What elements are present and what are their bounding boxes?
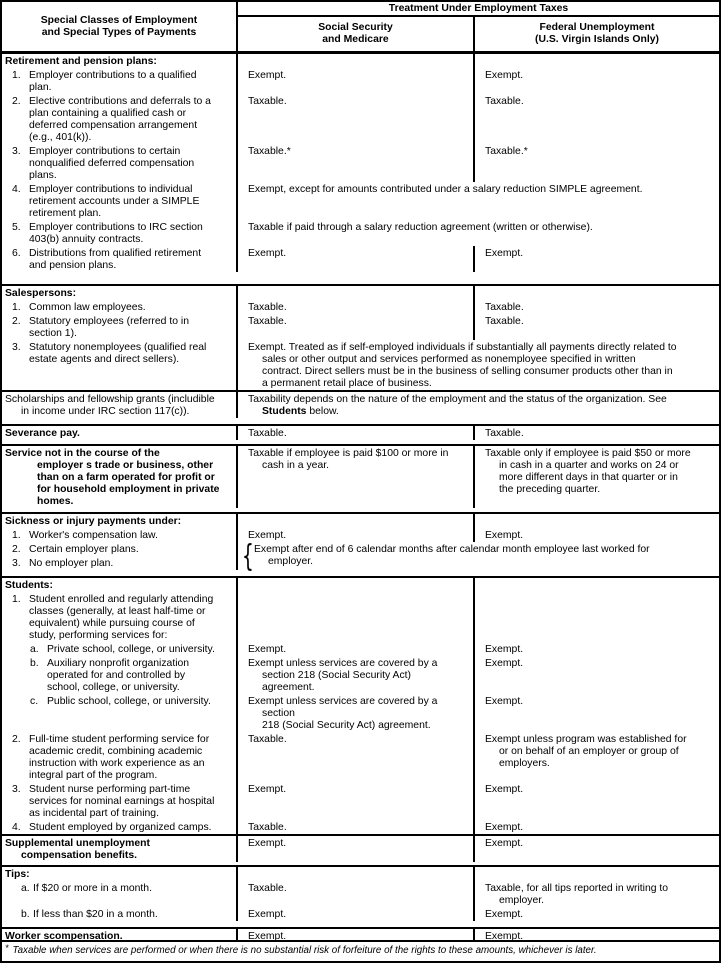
row-label-cell bbox=[2, 144, 238, 182]
item-text: Student enrolled and regularly attending classes (generally, at least half-time or equivalent) while pursuing course of study, performing services for: bbox=[29, 594, 214, 641]
treatment-text: Taxable.* bbox=[485, 146, 528, 157]
cell-federal-unemployment bbox=[475, 144, 719, 182]
item-marker: 5. bbox=[12, 222, 21, 233]
list-item bbox=[5, 302, 231, 314]
item-text: If less than $20 in a month. bbox=[33, 909, 158, 920]
row-label-cell bbox=[2, 246, 238, 272]
treatment-text: Exempt. bbox=[248, 931, 287, 940]
item-text: Certain employer plans. bbox=[29, 544, 139, 555]
list-item bbox=[5, 248, 231, 272]
item-text: No employer plan. bbox=[29, 558, 114, 569]
list-item bbox=[5, 734, 231, 782]
item-marker: 4. bbox=[12, 184, 21, 195]
treatment-text: Exempt unless services are covered by a section 218 (Social Security Act) agreement. bbox=[248, 658, 438, 693]
cell-social-security-medicare bbox=[238, 820, 475, 834]
treatment-text: Exempt. bbox=[485, 658, 524, 669]
cell-social-security-medicare bbox=[238, 656, 475, 694]
table-rows bbox=[2, 51, 719, 940]
footnote bbox=[2, 940, 719, 961]
list-item bbox=[5, 316, 231, 340]
item-text: Statutory nonemployees (qualified real estate agents and direct sellers). bbox=[29, 342, 207, 365]
cell-social-security-medicare bbox=[238, 300, 475, 314]
cell-social-security-medicare bbox=[238, 514, 475, 528]
cell-federal-unemployment bbox=[475, 68, 719, 94]
section-students bbox=[2, 576, 719, 834]
treatment-text: Taxable, for all tips reported in writing to employer. bbox=[485, 883, 669, 906]
treatment-text: Taxable. bbox=[248, 428, 287, 439]
table-row bbox=[2, 514, 719, 528]
cell-social-security-medicare bbox=[238, 246, 475, 272]
cell-social-security-medicare bbox=[238, 642, 475, 656]
treatment-text: Taxable. bbox=[248, 316, 287, 327]
table-body-region bbox=[2, 2, 719, 940]
table-row bbox=[2, 528, 719, 542]
treatment-text: Exempt. bbox=[485, 931, 524, 940]
item-text: Employer contributions to IRC section 403(b) annuity contracts. bbox=[29, 222, 203, 245]
item-marker: 3. bbox=[12, 784, 21, 795]
item-marker: 1. bbox=[12, 302, 21, 313]
row-label-cell bbox=[2, 514, 238, 528]
cell-social-security-medicare bbox=[238, 694, 475, 732]
table-row bbox=[2, 286, 719, 300]
cell-federal-unemployment bbox=[475, 929, 719, 940]
cell-social-security-medicare bbox=[238, 426, 475, 440]
table-row bbox=[2, 314, 719, 340]
cell-federal-unemployment bbox=[475, 528, 719, 542]
row-label-cell bbox=[2, 782, 238, 820]
list-item bbox=[5, 784, 231, 820]
treatment-text: Exempt, except for amounts contributed under a salary reduction SIMPLE agreement. bbox=[248, 184, 643, 195]
treatment-text-part: Taxability depends on the nature of the employment and the status of the organization. See bbox=[248, 394, 667, 405]
header-social-security-medicare: Social Security and Medicare bbox=[238, 17, 475, 51]
row-label-cell bbox=[2, 929, 238, 940]
item-text: Employer contributions to certain nonqualified deferred compensation plans. bbox=[29, 146, 195, 181]
item-marker: 1. bbox=[12, 70, 21, 81]
item-text: If $20 or more in a month. bbox=[33, 883, 152, 894]
section-heading: Service not in the course of the employer s trade or business, other than on a farm operated for profit or for household employment in private homes. bbox=[5, 448, 220, 507]
section-heading: Tips: bbox=[5, 869, 30, 880]
cell-federal-unemployment bbox=[475, 836, 719, 862]
section-heading: Salespersons: bbox=[5, 288, 77, 299]
treatment-text: Exempt. bbox=[485, 696, 524, 707]
cell-federal-unemployment bbox=[475, 732, 719, 782]
section-heading: Sickness or injury payments under: bbox=[5, 516, 182, 527]
item-marker: 3. bbox=[12, 558, 21, 569]
treatment-text: Taxable. bbox=[248, 302, 287, 313]
section-scholarships bbox=[2, 390, 719, 424]
table-header bbox=[2, 2, 719, 51]
treatment-text: Exempt. bbox=[485, 838, 524, 849]
item-text: Common law employees. bbox=[29, 302, 146, 313]
table-row bbox=[2, 340, 719, 390]
table-row bbox=[2, 578, 719, 592]
item-text: Student employed by organized camps. bbox=[29, 822, 212, 833]
cell-spanning-treatment bbox=[238, 539, 719, 574]
row-label-cell bbox=[2, 694, 238, 732]
item-marker: 2. bbox=[12, 544, 21, 555]
item-marker: a. bbox=[21, 883, 30, 894]
row-label-cell bbox=[2, 426, 238, 440]
item-marker: b. bbox=[30, 658, 39, 669]
item-marker: a. bbox=[30, 644, 39, 655]
cell-federal-unemployment bbox=[475, 300, 719, 314]
treatment-text: Exempt. bbox=[485, 644, 524, 655]
item-text: Auxiliary nonprofit organization operated for and controlled by school, college, or university. bbox=[47, 658, 190, 693]
row-label-cell bbox=[2, 340, 238, 390]
item-marker: 6. bbox=[12, 248, 21, 259]
cell-federal-unemployment bbox=[475, 514, 719, 528]
cell-federal-unemployment bbox=[475, 446, 719, 508]
section-salespersons bbox=[2, 284, 719, 390]
cell-social-security-medicare bbox=[238, 836, 475, 862]
item-marker: b. bbox=[21, 909, 30, 920]
item-text: Employer contributions to individual retirement accounts under a SIMPLE retirement plan. bbox=[29, 184, 200, 219]
row-label-cell bbox=[2, 656, 238, 694]
item-marker: 4. bbox=[12, 822, 21, 833]
row-label: Scholarships and fellowship grants (includible in income under IRC section 117(c)). bbox=[5, 394, 215, 417]
cell-federal-unemployment bbox=[475, 426, 719, 440]
list-item bbox=[5, 70, 231, 94]
cell-federal-unemployment bbox=[475, 820, 719, 834]
table-row bbox=[2, 656, 719, 694]
header-treatment-title: Treatment Under Employment Taxes bbox=[238, 2, 719, 17]
cell-federal-unemployment bbox=[475, 782, 719, 820]
table-row bbox=[2, 539, 719, 574]
treatment-text: Exempt after end of 6 calendar months after calendar month employee last worked for employer. bbox=[254, 544, 650, 567]
table-row bbox=[2, 392, 719, 418]
treatment-text: Taxable if paid through a salary reduction agreement (written or otherwise). bbox=[248, 222, 593, 233]
list-item bbox=[5, 96, 231, 144]
treatment-text: Taxable. bbox=[248, 734, 287, 745]
item-text: Worker's compensation law. bbox=[29, 530, 158, 541]
cell-social-security-medicare bbox=[238, 68, 475, 94]
section-heading: Severance pay. bbox=[5, 428, 80, 439]
cell-social-security-medicare bbox=[238, 286, 475, 300]
table-row bbox=[2, 907, 719, 921]
cell-social-security-medicare bbox=[238, 907, 475, 921]
row-label-cell bbox=[2, 732, 238, 782]
table-row bbox=[2, 446, 719, 508]
treatment-text: Taxable.* bbox=[248, 146, 291, 157]
list-item bbox=[5, 644, 231, 656]
cell-federal-unemployment bbox=[475, 286, 719, 300]
table-row bbox=[2, 592, 719, 642]
treatment-text: Exempt. bbox=[485, 784, 524, 795]
item-marker: 3. bbox=[12, 342, 21, 353]
section-heading: Worker scompensation. bbox=[5, 931, 123, 940]
cell-social-security-medicare bbox=[238, 867, 475, 881]
brace-icon: { bbox=[242, 539, 254, 574]
treatment-text: Taxable. bbox=[485, 302, 524, 313]
row-label-cell bbox=[2, 314, 238, 340]
row-label-cell bbox=[2, 836, 238, 862]
row-label-cell bbox=[2, 286, 238, 300]
row-label-cell bbox=[2, 592, 238, 642]
table-row bbox=[2, 782, 719, 820]
cell-spanning-treatment bbox=[238, 220, 719, 246]
list-item bbox=[5, 696, 231, 708]
cell-social-security-medicare bbox=[238, 592, 475, 642]
cell-social-security-medicare bbox=[238, 314, 475, 340]
list-item bbox=[5, 658, 231, 694]
row-label-cell bbox=[2, 867, 238, 881]
cell-federal-unemployment bbox=[475, 246, 719, 272]
item-marker: 2. bbox=[12, 734, 21, 745]
section-tips bbox=[2, 865, 719, 927]
treatment-text: Exempt. bbox=[248, 248, 287, 259]
row-label-cell bbox=[2, 94, 238, 144]
table-row bbox=[2, 426, 719, 440]
table-row bbox=[2, 732, 719, 782]
cell-federal-unemployment bbox=[475, 694, 719, 732]
item-text: Private school, college, or university. bbox=[47, 644, 215, 655]
item-marker: 3. bbox=[12, 146, 21, 157]
treatment-text bbox=[248, 394, 714, 418]
row-label-cell bbox=[2, 542, 238, 570]
cell-federal-unemployment bbox=[475, 54, 719, 68]
table-row bbox=[2, 144, 719, 182]
treatment-text: Exempt unless services are covered by a section 218 (Social Security Act) agreement. bbox=[248, 696, 438, 731]
treatment-text: Exempt. bbox=[485, 70, 524, 81]
item-text: Distributions from qualified retirement and pension plans. bbox=[29, 248, 202, 271]
section-heading: Retirement and pension plans: bbox=[5, 56, 157, 67]
row-label-cell bbox=[2, 820, 238, 834]
table-row bbox=[2, 54, 719, 68]
table-row bbox=[2, 694, 719, 732]
cell-federal-unemployment bbox=[475, 656, 719, 694]
section-heading: Supplemental unemployment compensation benefits. bbox=[5, 838, 150, 861]
table-row bbox=[2, 929, 719, 940]
list-item bbox=[5, 883, 231, 895]
section-severance bbox=[2, 424, 719, 444]
treatment-text: Exempt. bbox=[248, 909, 287, 920]
cell-federal-unemployment bbox=[475, 592, 719, 642]
cell-federal-unemployment bbox=[475, 881, 719, 907]
treatment-text: Taxable. bbox=[485, 96, 524, 107]
list-item bbox=[5, 146, 231, 182]
section-retirement bbox=[2, 51, 719, 284]
row-label-cell bbox=[2, 54, 238, 68]
cell-social-security-medicare bbox=[238, 782, 475, 820]
treatment-text: Exempt. bbox=[248, 784, 287, 795]
item-text: Elective contributions and deferrals to a plan containing a qualified cash or deferred compensation arrangement (e.g., 401(k)). bbox=[29, 96, 211, 143]
treatment-text: Exempt. bbox=[248, 644, 287, 655]
row-label-cell bbox=[2, 300, 238, 314]
list-item bbox=[5, 530, 231, 542]
table-row bbox=[2, 94, 719, 144]
table-row bbox=[2, 68, 719, 94]
row-label-cell bbox=[2, 392, 238, 418]
section-heading: Students: bbox=[5, 580, 53, 591]
cell-social-security-medicare bbox=[238, 929, 475, 940]
list-item bbox=[5, 594, 231, 642]
section-sickness bbox=[2, 512, 719, 576]
cell-spanning-treatment bbox=[238, 182, 719, 220]
row-label-cell bbox=[2, 881, 238, 907]
cell-federal-unemployment bbox=[475, 907, 719, 921]
list-item bbox=[5, 222, 231, 246]
item-text: Statutory employees (referred to in section 1). bbox=[29, 316, 189, 339]
item-marker: c. bbox=[30, 696, 39, 707]
cell-spanning-treatment bbox=[238, 340, 719, 390]
table-row bbox=[2, 836, 719, 862]
table-row bbox=[2, 220, 719, 246]
treatment-text: Exempt unless program was established for or on behalf of an employer or group of employers. bbox=[485, 734, 687, 769]
treatment-text: Exempt. bbox=[248, 530, 287, 541]
row-label-cell bbox=[2, 907, 238, 921]
cell-social-security-medicare bbox=[238, 732, 475, 782]
treatment-text: Taxable. bbox=[485, 316, 524, 327]
row-label-cell bbox=[2, 578, 238, 592]
cell-social-security-medicare bbox=[238, 54, 475, 68]
treatment-text: Exempt. bbox=[248, 70, 287, 81]
table-row bbox=[2, 881, 719, 907]
treatment-text: Taxable. bbox=[485, 428, 524, 439]
item-marker: 2. bbox=[12, 316, 21, 327]
item-text: Student nurse performing part-time services for nominal earnings at hospital as incidental part of training. bbox=[29, 784, 215, 819]
row-label-cell bbox=[2, 528, 238, 542]
table-row bbox=[2, 867, 719, 881]
row-label-cell bbox=[2, 220, 238, 246]
treatment-text: Exempt. Treated as if self-employed individuals if substantially all payments directly related to sales or other output and services performed as nonemployee specified in written contract. Direct sellers must be in the business of selling consumer products other than in a permanent retail place of business. bbox=[248, 342, 677, 389]
item-text: Full-time student performing service for academic credit, combining academic instruction with work experience as an integral part of the program. bbox=[29, 734, 210, 781]
treatment-text-bold: Students bbox=[262, 406, 307, 417]
header-special-classes: Special Classes of Employment and Special Types of Payments bbox=[2, 2, 238, 51]
treatment-text: Exempt. bbox=[485, 530, 524, 541]
cell-federal-unemployment bbox=[475, 94, 719, 144]
treatment-text: Exempt. bbox=[485, 909, 524, 920]
cell-social-security-medicare bbox=[238, 94, 475, 144]
footnote-asterisk-icon: * bbox=[5, 943, 9, 953]
cell-social-security-medicare bbox=[238, 578, 475, 592]
cell-social-security-medicare bbox=[238, 446, 475, 508]
treatment-text: Exempt. bbox=[485, 822, 524, 833]
row-label-cell bbox=[2, 182, 238, 220]
item-text: Public school, college, or university. bbox=[47, 696, 211, 707]
section-service bbox=[2, 444, 719, 512]
row-label-cell bbox=[2, 68, 238, 94]
section-workers-compensation bbox=[2, 927, 719, 940]
treatment-text-part: below. bbox=[306, 406, 339, 417]
cell-spanning-treatment bbox=[238, 392, 719, 418]
footnote-text: Taxable when services are performed or when there is no substantial risk of forfeiture of the rights to these amounts, whichever is later. bbox=[12, 945, 597, 956]
list-item bbox=[5, 342, 231, 366]
table-row bbox=[2, 300, 719, 314]
list-item bbox=[5, 184, 231, 220]
row-label-cell bbox=[2, 642, 238, 656]
cell-federal-unemployment bbox=[475, 314, 719, 340]
section-supplemental bbox=[2, 834, 719, 865]
list-item bbox=[5, 909, 231, 921]
treatment-text: Taxable. bbox=[248, 96, 287, 107]
row-label-cell bbox=[2, 446, 238, 508]
table-row bbox=[2, 182, 719, 220]
table-row bbox=[2, 820, 719, 834]
treatment-text: Taxable. bbox=[248, 883, 287, 894]
list-item bbox=[5, 558, 231, 570]
cell-federal-unemployment bbox=[475, 642, 719, 656]
item-marker: 2. bbox=[12, 96, 21, 107]
item-marker: 1. bbox=[12, 594, 21, 605]
treatment-text: Taxable only if employee is paid $50 or more in cash in a quarter and works on 24 or more different days in that quarter or in the preceding quarter. bbox=[485, 448, 691, 495]
treatment-text: Exempt. bbox=[485, 248, 524, 259]
cell-social-security-medicare bbox=[238, 881, 475, 907]
header-federal-unemployment: Federal Unemployment (U.S. Virgin Islands Only) bbox=[535, 22, 659, 45]
list-item bbox=[5, 544, 231, 556]
treatment-text: Taxable if employee is paid $100 or more in cash in a year. bbox=[248, 448, 449, 471]
table-row bbox=[2, 642, 719, 656]
cell-social-security-medicare bbox=[238, 528, 475, 542]
cell-federal-unemployment bbox=[475, 867, 719, 881]
list-item bbox=[5, 822, 231, 834]
treatment-text: Taxable. bbox=[248, 822, 287, 833]
treatment-text: Exempt. bbox=[248, 838, 287, 849]
cell-federal-unemployment bbox=[475, 578, 719, 592]
item-marker: 1. bbox=[12, 530, 21, 541]
item-text: Employer contributions to a qualified plan. bbox=[29, 70, 197, 93]
cell-social-security-medicare bbox=[238, 144, 475, 182]
table-row bbox=[2, 246, 719, 272]
